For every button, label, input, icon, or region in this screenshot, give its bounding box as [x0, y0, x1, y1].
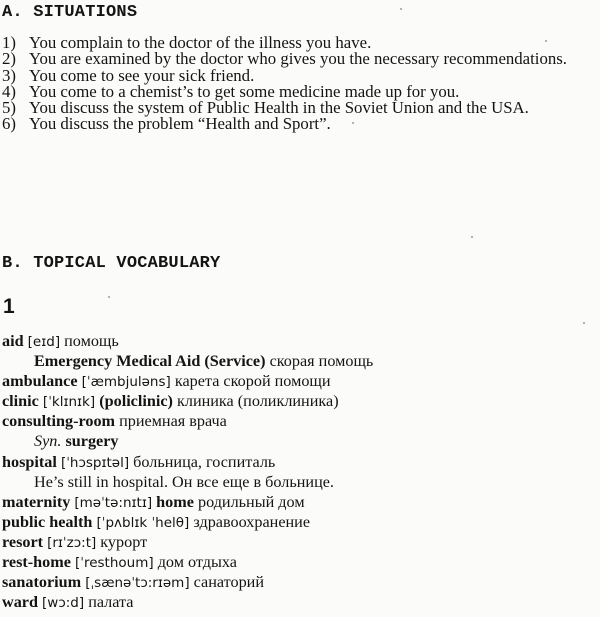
- vocab-term-extra: (policlinic): [99, 392, 173, 411]
- vocab-entry: [2, 371, 600, 391]
- translation: карета скорой помощи: [174, 372, 331, 391]
- item-text: You discuss the problem “Health and Sport”.: [29, 114, 331, 134]
- translation: палата: [88, 593, 134, 612]
- vocab-term-extra: home: [156, 492, 194, 511]
- item-number: 1): [2, 33, 16, 52]
- vocab-entry: [2, 512, 600, 532]
- transcription: [məˈtə:nɪtɪ]: [74, 494, 153, 511]
- item-number: 3): [2, 65, 16, 85]
- section-b-title: B. TOPICAL VOCABULARY: [2, 254, 221, 273]
- vocab-entry: [2, 492, 600, 512]
- item-number: 6): [2, 114, 16, 134]
- translation: больница, госпиталь: [133, 452, 276, 471]
- transcription: [rɪˈzɔ:t]: [47, 534, 97, 551]
- vocab-term: ambulance: [2, 372, 78, 391]
- vocab-term: rest-home: [2, 553, 71, 572]
- translation: курорт: [100, 532, 148, 551]
- item-text: You complain to the doctor of the illness you have.: [29, 33, 372, 52]
- transcription: [eɪd]: [27, 334, 61, 350]
- vocab-term: Emergency Medical Aid (Service): [34, 352, 266, 371]
- translation: помощь: [64, 332, 119, 350]
- vocab-term: consulting-room: [2, 412, 116, 431]
- scan-speck: [352, 122, 354, 124]
- translation: приемная врача: [119, 412, 227, 431]
- vocab-entry: [2, 411, 600, 431]
- vocab-term: hospital: [2, 452, 57, 471]
- vocab-entry: [2, 452, 600, 472]
- vocab-term: surgery: [65, 432, 119, 451]
- vocab-term: ward: [2, 593, 38, 612]
- vocab-entry: [2, 532, 600, 552]
- translation: дом отдыха: [157, 553, 237, 572]
- vocab-term: clinic: [2, 392, 39, 411]
- scan-speck: [471, 236, 473, 238]
- transcription: [ˈklɪnɪk]: [42, 394, 96, 411]
- item-text: You discuss the system of Public Health in the Soviet Union and the USA.: [29, 98, 529, 118]
- vocab-entry: [2, 331, 600, 351]
- item-text: You come to a chemist’s to get some medicine made up for you.: [29, 81, 460, 101]
- translation: клиника (поликлиника): [177, 392, 339, 411]
- scan-speck: [400, 8, 402, 10]
- translation: здравоохранение: [193, 512, 311, 531]
- vocab-entry: [2, 351, 600, 371]
- translation: санаторий: [193, 573, 265, 592]
- situation-item: [2, 116, 600, 132]
- item-number: 4): [2, 81, 16, 101]
- item-number: 5): [2, 98, 16, 118]
- synonym-marker: Syn.: [34, 432, 62, 451]
- item-text: You are examined by the doctor who gives you the necessary recommendations.: [29, 49, 567, 69]
- situations-list: [2, 35, 600, 133]
- transcription: [wɔ:d]: [42, 595, 85, 612]
- vocab-entry: [2, 391, 600, 411]
- scan-speck: [108, 296, 110, 298]
- vocab-entry: [2, 472, 600, 492]
- transcription: [ˈæmbjuləns]: [81, 374, 171, 391]
- vocab-term: aid: [2, 332, 24, 350]
- transcription: [ˈpʌblɪk ˈhelθ]: [96, 514, 190, 531]
- vocab-term: resort: [2, 532, 44, 551]
- item-text: You come to see your sick friend.: [29, 65, 255, 85]
- vocab-entry: [2, 592, 600, 612]
- vocab-entry: [2, 552, 600, 572]
- transcription: [ˌsænəˈtɔ:rɪəm]: [85, 575, 190, 592]
- vocab-term: maternity: [2, 492, 71, 511]
- transcription: [ˈhɔspɪtəl]: [60, 454, 130, 471]
- unit-number: 1: [3, 295, 15, 318]
- translation: скорая помощь: [269, 352, 374, 371]
- translation: He’s still in hospital. Он все еще в больнице.: [34, 472, 334, 491]
- vocab-term: public health: [2, 512, 93, 531]
- scan-speck: [583, 322, 585, 324]
- vocab-term: sanatorium: [2, 573, 82, 592]
- section-a-title: A. SITUATIONS: [2, 3, 138, 22]
- item-number: 2): [2, 49, 16, 69]
- transcription: [ˈresthoum]: [74, 555, 154, 572]
- vocabulary-list: [2, 331, 600, 612]
- translation: родильный дом: [197, 492, 305, 511]
- scan-speck: [545, 40, 547, 42]
- vocab-entry: [2, 431, 600, 451]
- vocab-entry: [2, 572, 600, 592]
